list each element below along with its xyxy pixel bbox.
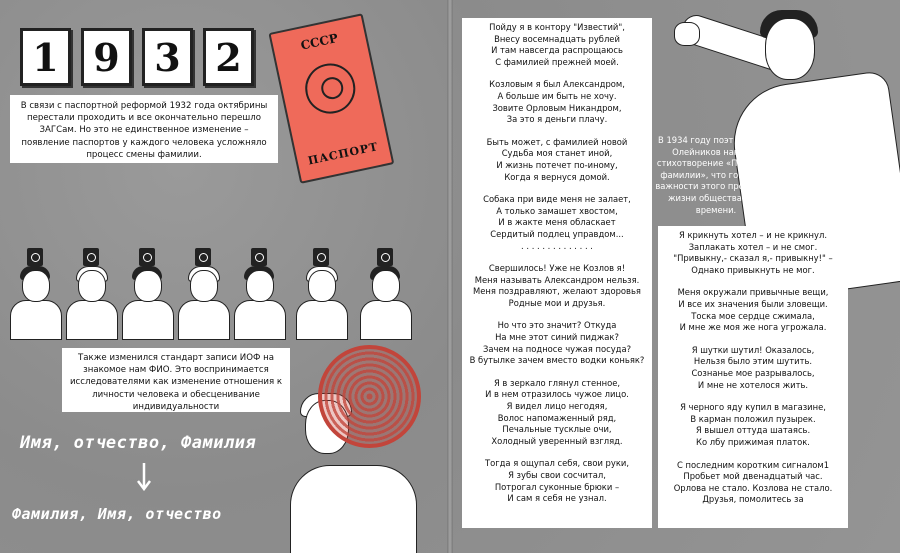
poem-line: Но что это значит? Откуда bbox=[497, 320, 617, 331]
year-digit: 2 bbox=[203, 28, 254, 86]
poem-line: И мне же моя же нога угрожала. bbox=[679, 322, 827, 333]
citizen-figure bbox=[178, 248, 228, 338]
poem-line: Меня называть Александром нельзя. bbox=[474, 274, 640, 285]
mini-passport-icon bbox=[83, 248, 99, 266]
mini-passport-icon bbox=[195, 248, 211, 266]
poem-line: . . . . . . . . . . . . . . bbox=[521, 240, 593, 251]
poem-stanza bbox=[664, 230, 842, 276]
citizen-figure bbox=[234, 248, 284, 338]
poem-line: И в жакте меня обласкает bbox=[498, 217, 616, 228]
citizen-figure bbox=[360, 248, 410, 338]
poem-line: И там навсегда распрощаюсь bbox=[491, 45, 623, 56]
year-digit: 3 bbox=[142, 28, 193, 86]
citizens-with-passports-illustration bbox=[10, 228, 440, 338]
poem-line: Я черного яду купил в магазине, bbox=[680, 402, 826, 413]
poem-line: С последним коротким сигналом1 bbox=[676, 459, 830, 470]
right-page bbox=[450, 0, 900, 553]
poem-stanza bbox=[468, 22, 646, 68]
poem-stanza bbox=[468, 137, 646, 183]
poem-line: Я шутки шутил! Оказалось, bbox=[691, 344, 815, 355]
poem-line: Зачем на подносе чужая посуда? bbox=[482, 343, 632, 354]
poet-fist bbox=[674, 22, 700, 46]
poem-line: Я вышел оттуда шатаясь. bbox=[695, 425, 811, 436]
poem-line: И жизнь потечет по-иному, bbox=[496, 159, 618, 170]
poem-stanza bbox=[468, 79, 646, 125]
poem-line: Сердитый подлец управдом... bbox=[490, 228, 624, 239]
poem-line: На мне этот синий пиджак? bbox=[495, 332, 619, 343]
poem-line: Свершилось! Уже не Козлов я! bbox=[488, 263, 626, 274]
passport-title: СССР bbox=[299, 31, 340, 53]
poem-line: Собака при виде меня не залает, bbox=[483, 194, 631, 205]
year-digit: 1 bbox=[20, 28, 71, 86]
poem-line: Волос напомаженный ряд, bbox=[497, 412, 617, 423]
poem-line: В карман положил пузырек. bbox=[690, 413, 816, 424]
mini-passport-icon bbox=[251, 248, 267, 266]
poem-line: Внесу восемнадцать рублей bbox=[494, 33, 620, 44]
poem-line: Орлова не стало. Козлова не стало. bbox=[673, 482, 833, 493]
intro-caption: В связи с паспортной реформой 1932 года октябрины перестали проходить и все окончательно перешло ЗАГСам. Но это не единственное изменение – появление паспортов у каждого человека усложняло процесс смены фамилии. bbox=[10, 95, 278, 163]
poem-line: Я в зеркало глянул стенное, bbox=[493, 377, 621, 388]
arrow-down-icon bbox=[136, 463, 152, 491]
soviet-passport-illustration bbox=[268, 14, 389, 180]
poem-stanza bbox=[468, 458, 646, 504]
poem-line: Тогда я ощупал себя, свои руки, bbox=[484, 458, 629, 469]
poem-line: И мне не хотелося жить. bbox=[697, 379, 809, 390]
poem-line: Холодный уверенный взгляд. bbox=[491, 435, 623, 446]
poet-note: В 1934 году поэт Николай Олейников написал стихотворение «Перемена фамилии», что говорит о важности этого процесса в жизни общества того времени. bbox=[655, 135, 777, 215]
poem-column-right bbox=[658, 226, 848, 528]
poem-line: Потрогал суконные брюки – bbox=[494, 481, 620, 492]
poem-line: Я зубы свои сосчитал, bbox=[508, 470, 606, 480]
poem-line: И в нем отразилось чужое лицо. bbox=[485, 389, 629, 400]
poem-line: За это я деньги плачу. bbox=[506, 114, 608, 125]
poem-stanza bbox=[468, 263, 646, 309]
poem-line: "Привыкну,- сказал я,- привыкну!" – bbox=[673, 253, 833, 264]
poem-line: Однако привыкнуть не мог. bbox=[691, 264, 815, 275]
poem-line: Меня окружали привычные вещи, bbox=[677, 287, 829, 298]
poem-line: Родные мои и друзья. bbox=[508, 297, 606, 308]
passport-cover bbox=[268, 13, 394, 184]
poem-line: И все их значения были зловещи. bbox=[678, 298, 828, 309]
handwritten-old-order: Имя, отчество, Фамилия bbox=[20, 433, 257, 453]
poem-stanza bbox=[664, 345, 842, 391]
poem-stanza bbox=[664, 287, 842, 333]
poem-line: Заплакать хотел – и не смог. bbox=[688, 241, 818, 252]
citizen-figure bbox=[296, 248, 346, 338]
fio-caption: Также изменился стандарт записи ИОФ на знакомое нам ФИО. Это воспринимается исследователями как изменение отношения к личности человека и обесценивание индивидуальности bbox=[62, 348, 290, 412]
poem-line: Я крикнуть хотел – и не крикнул. bbox=[679, 230, 827, 240]
mini-passport-icon bbox=[139, 248, 155, 266]
poem-stanza bbox=[664, 460, 842, 506]
poem-stanza bbox=[468, 194, 646, 252]
mini-passport-icon bbox=[377, 248, 393, 266]
year-digit: 9 bbox=[81, 28, 132, 86]
poet-head bbox=[765, 18, 815, 80]
poem-line: Ко лбу прижимая платок. bbox=[696, 436, 810, 447]
poem-line: В бутылке зачем вместо водки коньяк? bbox=[469, 355, 645, 366]
ussr-emblem-icon bbox=[301, 59, 360, 118]
poem-line: Тоска мое сердце сжимала, bbox=[691, 310, 815, 321]
poem-stanza bbox=[664, 402, 842, 448]
year-1932 bbox=[20, 28, 254, 86]
poem-line: Когда я вернуся домой. bbox=[504, 171, 610, 182]
handwritten-new-order: Фамилия, Имя, отчество bbox=[12, 505, 222, 523]
poem-line: Друзья, помолитесь за bbox=[702, 494, 804, 505]
poem-line: Печальные тусклые очи, bbox=[502, 424, 612, 435]
poem-line: А только замашет хвостом, bbox=[496, 205, 618, 216]
poem-column-left bbox=[462, 18, 652, 528]
poem-line: Пробьет мой двенадцатый час. bbox=[683, 471, 823, 482]
poem-line: Козловым я был Александром, bbox=[489, 79, 625, 90]
poem-line: Меня поздравляют, желают здоровья bbox=[473, 286, 641, 297]
poem-line: Пойду я в контору "Известий", bbox=[489, 22, 625, 32]
poem-line: Судьба моя станет иной, bbox=[501, 148, 613, 159]
stamped-man-illustration bbox=[290, 345, 420, 553]
mini-passport-icon bbox=[313, 248, 329, 266]
mini-passport-icon bbox=[27, 248, 43, 266]
poem-line: Нельзя было этим шутить. bbox=[693, 356, 813, 367]
poem-line: С фамилией прежней моей. bbox=[495, 56, 619, 67]
citizen-figure bbox=[66, 248, 116, 338]
poem-line: Я видел лицо негодяя, bbox=[506, 401, 608, 412]
citizen-figure bbox=[122, 248, 172, 338]
poem-line: И сам я себя не узнал. bbox=[507, 493, 607, 504]
poem-line: Быть может, с фамилией новой bbox=[486, 136, 628, 147]
passport-subtitle: ПАСПОРТ bbox=[306, 140, 380, 168]
poem-line: Зовите Орловым Никандром, bbox=[492, 102, 622, 113]
poem-stanza bbox=[468, 320, 646, 366]
poem-line: Сознанье мое разрывалось, bbox=[691, 367, 815, 378]
citizen-figure bbox=[10, 248, 60, 338]
poem-stanza bbox=[468, 378, 646, 448]
red-seal-icon bbox=[318, 345, 421, 448]
poem-line: А больше им быть не хочу. bbox=[497, 90, 617, 101]
man-body bbox=[290, 465, 417, 553]
